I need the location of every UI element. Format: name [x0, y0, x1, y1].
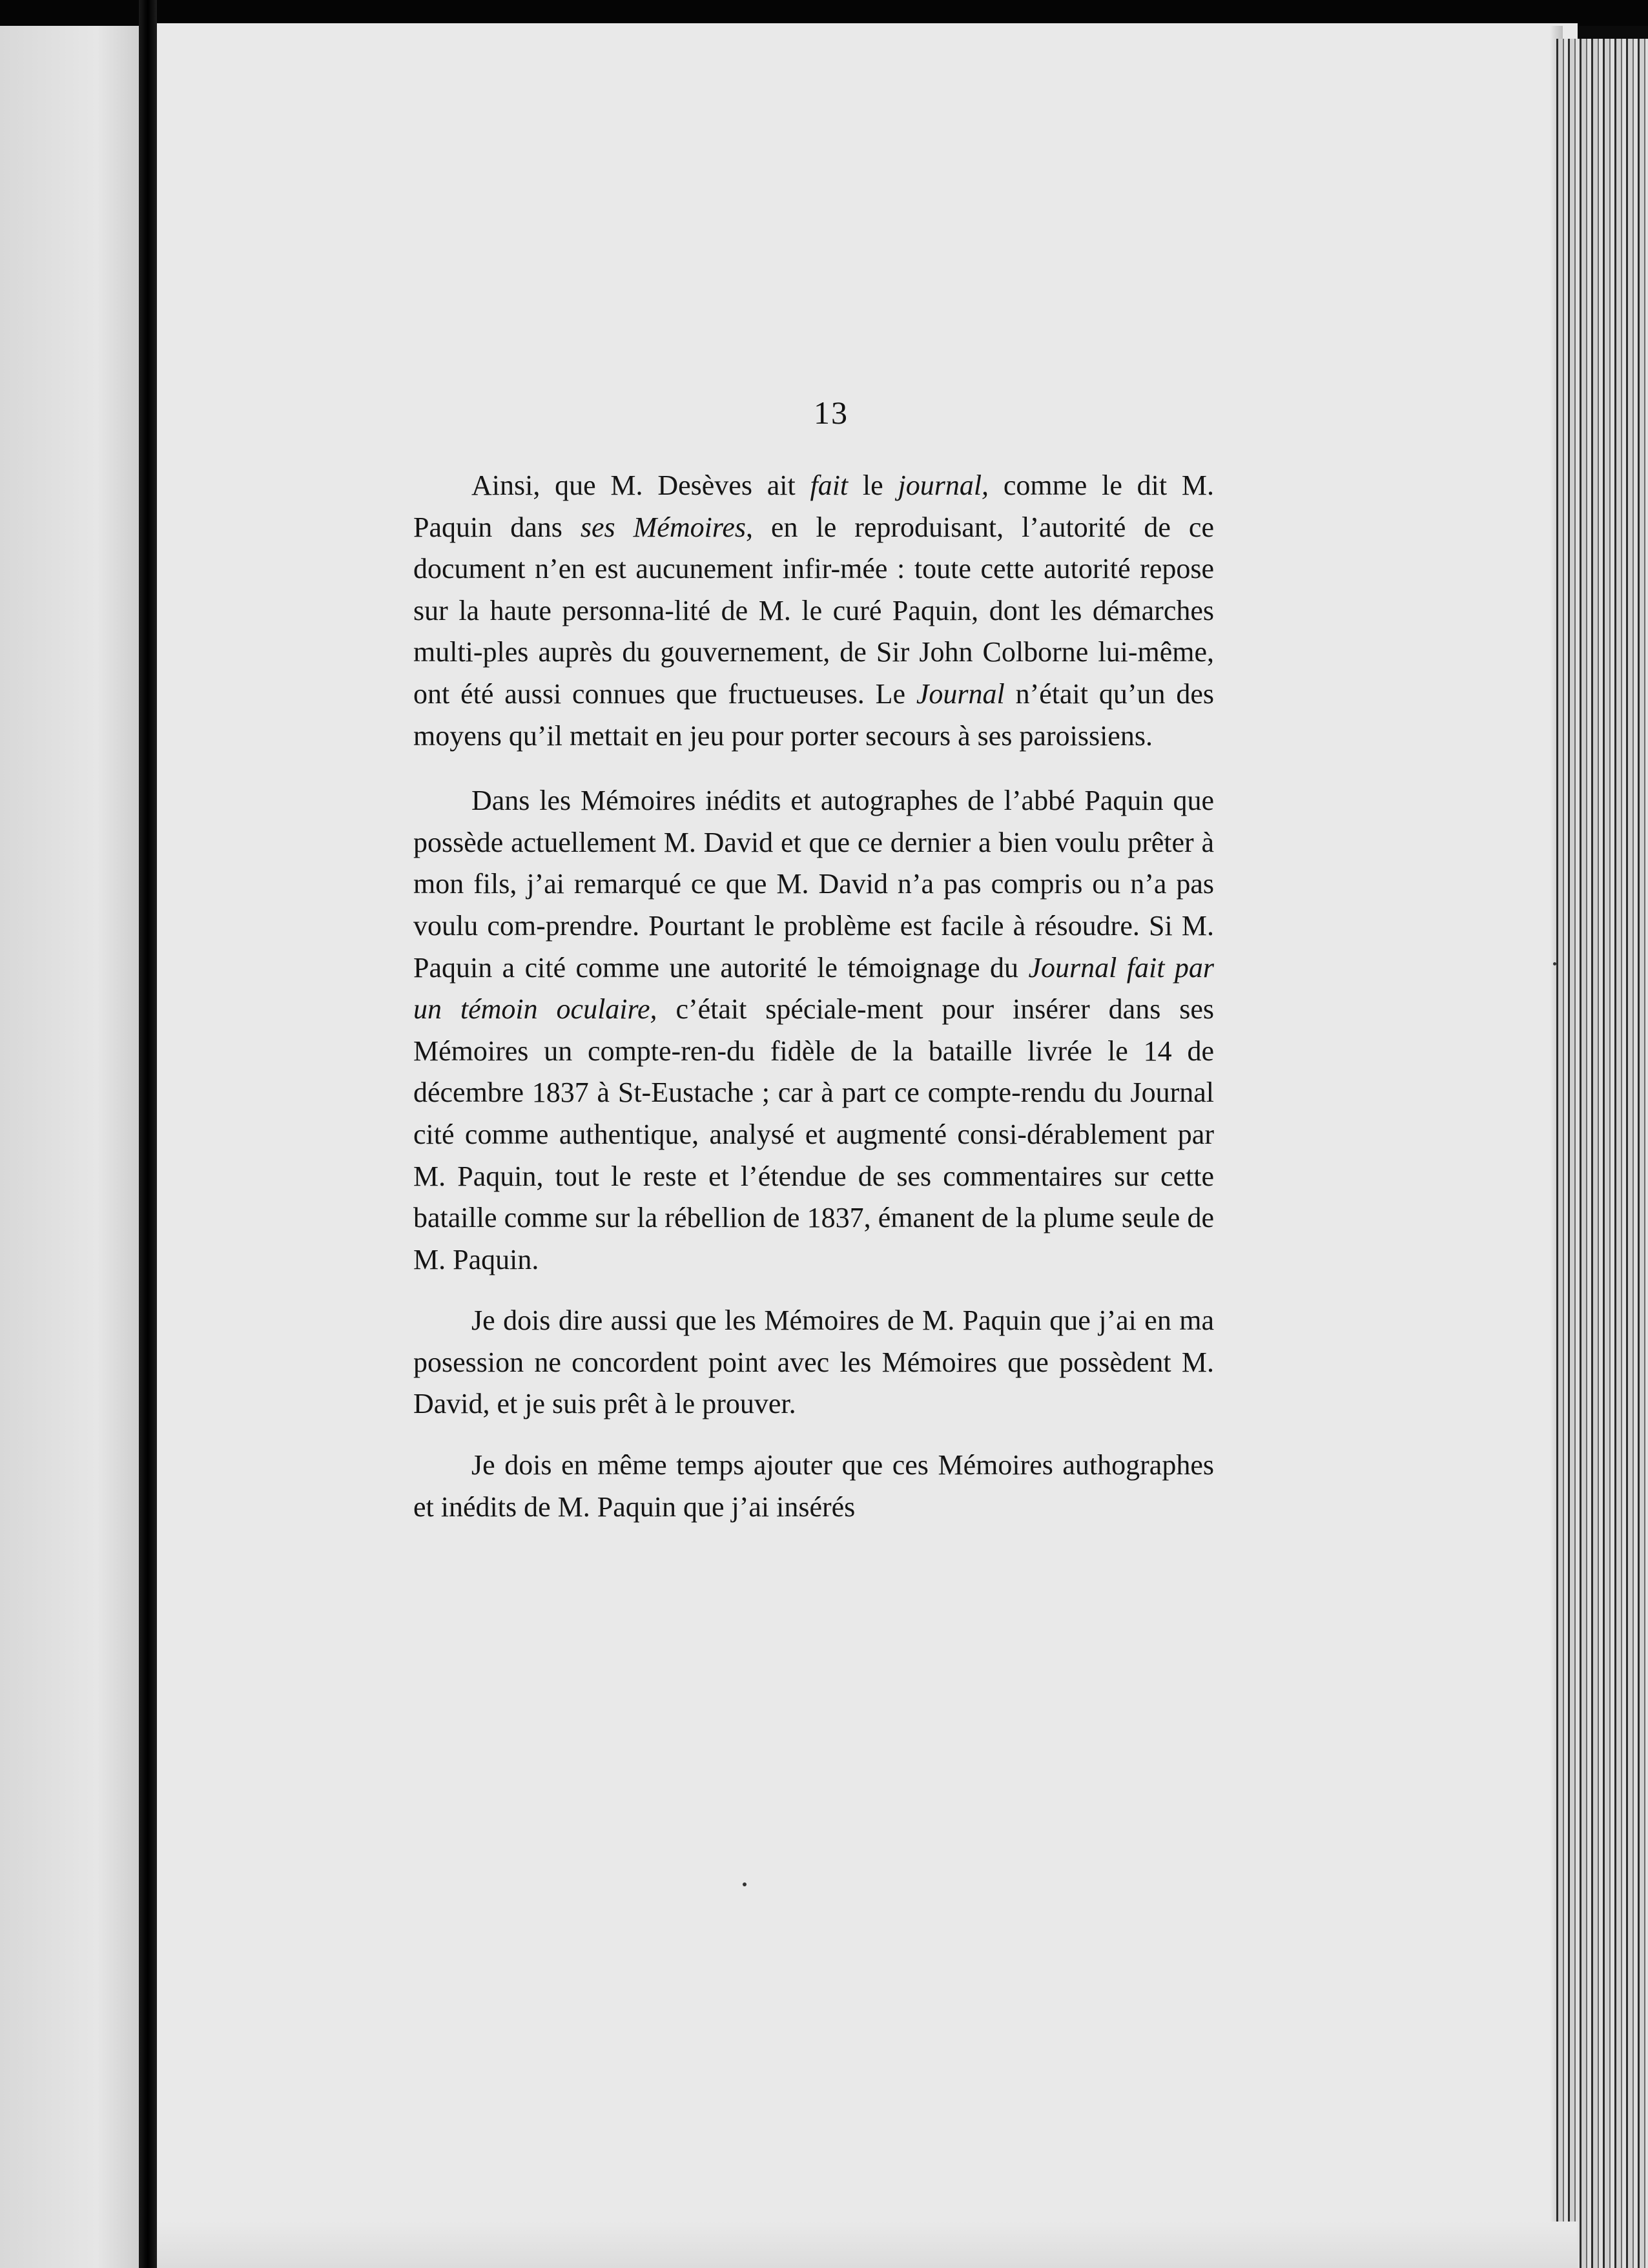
italic-text: ses Mémoires	[580, 511, 746, 543]
page-number: 13	[814, 395, 849, 431]
text-run: Je dois dire aussi que les Mémoires de M. Paquin que j’ai en ma posession ne concordent point avec les Mémoires que possèdent M. David, et je suis prêt à le prouver.	[413, 1304, 1214, 1420]
text-run: Ainsi, que M. Desèves ait	[471, 469, 810, 501]
paragraph-4	[413, 1445, 1214, 1528]
ink-speck	[1553, 962, 1556, 965]
text-run: Dans les Mémoires inédits et autographes de l’abbé Paquin que possède actuellement M. David et que ce dernier a bien voulu prêter à mon fils, j’ai remarqué ce que M. David n’a pas compris ou n’a pas voulu com-prendre. Pourtant le problème est facile à résoudre. Si M. Paquin a cité comme une autorité le témoignage du	[413, 785, 1214, 984]
ink-speck	[743, 1882, 747, 1886]
page-bottom	[157, 2222, 1578, 2268]
body-text	[413, 465, 1214, 1547]
italic-text: Journal	[916, 677, 1005, 710]
scan-frame-top	[0, 0, 1648, 26]
text-run: comme le dit M. Paquin dans	[413, 469, 1214, 543]
text-run: n’était qu’un des moyens qu’il mettait en jeu pour porter secours à ses paroissiens.	[413, 677, 1214, 752]
text-run: c’était spéciale-ment pour insérer dans ses Mémoires un compte-ren-du fidèle de la bataille livrée le 14 de décembre 1837 à St-Eustache ; car à part ce compte-rendu du Journal cité comme authentique, analysé et augmenté consi-dérablement par M. Paquin, tout le reste et l’étendue de ses commentaires sur cette bataille comme sur la rébellion de 1837, émanent de la plume seule de M. Paquin.	[413, 993, 1214, 1275]
text-run: Je dois en même temps ajouter que ces Mémoires authographes et inédits de M. Paquin que j’ai insérés	[413, 1449, 1214, 1523]
book-gutter	[139, 0, 157, 2268]
text-run: le	[848, 469, 898, 501]
facing-page-edge	[0, 26, 139, 2268]
paragraph-3	[413, 1300, 1214, 1425]
paragraph-1	[413, 465, 1214, 757]
text-run: , en le reproduisant, l’autorité de ce document n’en est aucunement infir-mée : toute cette autorité repose sur la haute personna-lité de M. le curé Paquin, dont les démarches multi-ples auprès du gouvernement, de Sir John Colborne lui-même, ont été aussi connues que fructueuses. Le	[413, 511, 1214, 710]
italic-text: Journal fait par un témoin oculaire,	[413, 951, 1214, 1026]
italic-text: journal,	[898, 469, 989, 501]
italic-text: fait	[810, 469, 849, 501]
stacked-page-edges	[1556, 39, 1648, 2268]
paragraph-2	[413, 780, 1214, 1281]
